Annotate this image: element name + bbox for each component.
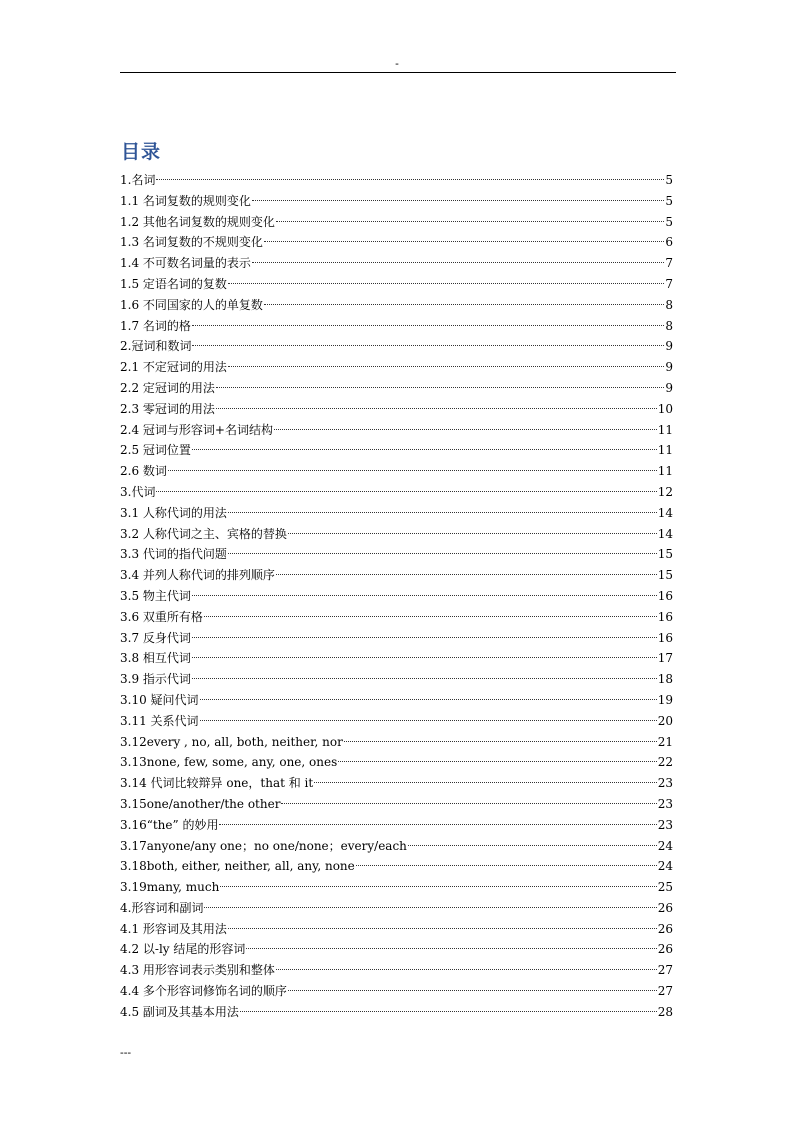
toc-entry-text[interactable]: 3.5 物主代词: [120, 588, 191, 603]
toc-entry-page-number[interactable]: 7: [665, 276, 673, 291]
toc-dot-leader: [356, 865, 657, 866]
toc-entry-text[interactable]: 4.4 多个形容词修饰名词的顺序: [120, 984, 287, 999]
toc-dot-leader: [168, 470, 657, 471]
toc-entry[interactable]: [120, 524, 673, 545]
toc-entry-text[interactable]: 2.2 定冠词的用法: [120, 380, 215, 395]
toc-entry[interactable]: [120, 316, 673, 337]
toc-dot-leader: [264, 241, 664, 242]
toc-dot-leader: [200, 720, 657, 721]
toc-dot-leader: [216, 387, 664, 388]
toc-entry[interactable]: [120, 690, 673, 711]
toc-entry-text[interactable]: 1.1 名词复数的规则变化: [120, 193, 251, 208]
toc-entry-page-number[interactable]: 14: [657, 526, 673, 541]
toc-entry[interactable]: [120, 815, 673, 836]
toc-entry-page-number[interactable]: 23: [657, 796, 673, 811]
toc-entry-text[interactable]: 3.19many, much: [120, 880, 220, 895]
toc-dot-leader: [192, 595, 657, 596]
toc-dot-leader: [216, 408, 657, 409]
toc-entry-text[interactable]: 3.7 反身代词: [120, 630, 191, 645]
toc-entry-page-number[interactable]: 6: [665, 235, 673, 250]
toc-entry-page-number[interactable]: 25: [657, 880, 673, 895]
toc-dot-leader: [344, 741, 657, 742]
toc-dot-leader: [204, 616, 657, 617]
toc-entry-page-number[interactable]: 16: [657, 630, 673, 645]
toc-entry-page-number[interactable]: 9: [665, 339, 673, 354]
toc-entry[interactable]: [120, 503, 673, 524]
toc-dot-leader: [264, 304, 664, 305]
toc-dot-leader: [338, 761, 656, 762]
toc-entry-text[interactable]: 3.15one/another/the other: [120, 796, 281, 811]
toc-entry-page-number[interactable]: 27: [657, 984, 673, 999]
toc-dot-leader: [240, 1011, 657, 1012]
toc-entry-page-number[interactable]: 8: [665, 318, 673, 333]
toc-entry-page-number[interactable]: 17: [657, 651, 673, 666]
toc-entry-page-number[interactable]: 15: [657, 547, 673, 562]
toc-entry-text[interactable]: 3.18both, either, neither, all, any, none: [120, 859, 355, 874]
toc-dot-leader: [156, 491, 656, 492]
toc-entry-page-number[interactable]: 24: [657, 859, 673, 874]
toc-entry[interactable]: [120, 773, 673, 794]
toc-entry[interactable]: [120, 544, 673, 565]
toc-entry-page-number[interactable]: 9: [665, 380, 673, 395]
toc-entry-page-number[interactable]: 9: [665, 360, 673, 375]
toc-entry-text[interactable]: 1.4 不可数名词量的表示: [120, 256, 251, 271]
toc-entry[interactable]: [120, 399, 673, 420]
toc-list: [120, 170, 673, 1023]
toc-dot-leader: [192, 637, 657, 638]
toc-entry[interactable]: [120, 232, 673, 253]
toc-dot-leader: [274, 429, 657, 430]
toc-dot-leader: [276, 969, 657, 970]
toc-entry-page-number[interactable]: 27: [657, 963, 673, 978]
toc-entry-text[interactable]: 1.7 名词的格: [120, 318, 191, 333]
toc-entry-text[interactable]: 2.4 冠词与形容词+名词结构: [120, 422, 273, 437]
toc-entry-text[interactable]: 3.17anyone/any one；no one/none；every/each: [120, 838, 407, 853]
toc-entry[interactable]: [120, 648, 673, 669]
toc-entry-page-number[interactable]: 5: [665, 173, 673, 187]
toc-dot-leader: [192, 449, 657, 450]
toc-dot-leader: [156, 179, 664, 180]
toc-entry-text[interactable]: 1.6 不同国家的人的单复数: [120, 297, 263, 312]
toc-entry[interactable]: [120, 357, 673, 378]
toc-entry-text[interactable]: 3.14 代词比较辩异 one，that 和 it: [120, 776, 314, 791]
toc-entry[interactable]: [120, 378, 673, 399]
toc-dot-leader: [228, 512, 657, 513]
toc-entry-page-number[interactable]: 23: [657, 776, 673, 791]
toc-entry[interactable]: [120, 628, 673, 649]
toc-dot-leader: [228, 928, 657, 929]
toc-entry-page-number[interactable]: 8: [665, 297, 673, 312]
toc-entry[interactable]: [120, 960, 673, 981]
toc-entry-text[interactable]: 4.形容词和副词: [120, 900, 204, 915]
toc-dot-leader: [228, 366, 664, 367]
toc-entry[interactable]: [120, 981, 673, 1002]
toc-entry-text[interactable]: 3.6 双重所有格: [120, 609, 203, 624]
toc-entry-text[interactable]: 2.3 零冠词的用法: [120, 401, 215, 416]
toc-dot-leader: [228, 283, 664, 284]
toc-entry[interactable]: [120, 420, 673, 441]
toc-dot-leader: [220, 886, 656, 887]
toc-dot-leader: [192, 678, 657, 679]
toc-entry-page-number[interactable]: 7: [665, 256, 673, 271]
toc-dot-leader: [192, 345, 664, 346]
toc-entry-text[interactable]: 3.12every , no, all, both, neither, nor: [120, 734, 343, 749]
toc-entry[interactable]: [120, 336, 673, 357]
toc-entry-text[interactable]: 4.5 副词及其基本用法: [120, 1004, 239, 1019]
toc-entry-page-number[interactable]: 20: [657, 713, 673, 728]
toc-title: 目录: [121, 141, 162, 163]
toc-entry-page-number[interactable]: 15: [657, 568, 673, 583]
toc-entry-page-number[interactable]: 16: [657, 588, 673, 603]
toc-dot-leader: [408, 845, 657, 846]
toc-dot-leader: [276, 574, 657, 575]
toc-entry[interactable]: [120, 440, 673, 461]
toc-entry-text[interactable]: 1.2 其他名词复数的规则变化: [120, 214, 275, 229]
toc-entry[interactable]: [120, 1002, 673, 1023]
toc-dot-leader: [246, 948, 656, 949]
toc-entry[interactable]: [120, 274, 673, 295]
toc-dot-leader: [200, 699, 657, 700]
toc-entry[interactable]: [120, 482, 673, 503]
toc-entry-text[interactable]: 3.3 代词的指代问题: [120, 547, 227, 562]
toc-entry-text[interactable]: 4.1 形容词及其用法: [120, 921, 227, 936]
toc-entry[interactable]: [120, 170, 673, 191]
toc-entry-text[interactable]: 3.16“the” 的妙用: [120, 817, 219, 832]
toc-entry[interactable]: [120, 877, 673, 898]
toc-entry[interactable]: [120, 856, 673, 877]
toc-entry-text[interactable]: 3.13none, few, some, any, one, ones: [120, 755, 338, 770]
toc-entry-page-number[interactable]: 24: [657, 838, 673, 853]
toc-entry-text[interactable]: 1.名词: [120, 173, 156, 187]
toc-dot-leader: [288, 990, 657, 991]
toc-entry-page-number[interactable]: 10: [657, 401, 673, 416]
toc-entry[interactable]: [120, 607, 673, 628]
toc-entry-page-number[interactable]: 16: [657, 609, 673, 624]
toc-entry-text[interactable]: 1.5 定语名词的复数: [120, 276, 227, 291]
toc-entry[interactable]: [120, 253, 673, 274]
toc-dot-leader: [314, 782, 656, 783]
page-footer-mark: ---: [120, 1046, 132, 1059]
toc-entry-text[interactable]: 1.3 名词复数的不规则变化: [120, 235, 263, 250]
toc-entry[interactable]: [120, 939, 673, 960]
toc-entry-page-number[interactable]: 5: [665, 193, 673, 208]
toc-entry-text[interactable]: 3.9 指示代词: [120, 672, 191, 687]
toc-entry[interactable]: [120, 732, 673, 753]
toc-entry-text[interactable]: 4.2 以-ly 结尾的形容词: [120, 942, 246, 957]
toc-entry-text[interactable]: 3.11 关系代词: [120, 713, 199, 728]
toc-entry-text[interactable]: 3.2 人称代词之主、宾格的替换: [120, 526, 287, 541]
toc-dot-leader: [192, 325, 664, 326]
toc-entry-text[interactable]: 3.4 并列人称代词的排列顺序: [120, 568, 275, 583]
toc-entry[interactable]: [120, 794, 673, 815]
toc-entry[interactable]: [120, 295, 673, 316]
toc-entry[interactable]: [120, 919, 673, 940]
toc-entry-page-number[interactable]: 19: [657, 692, 673, 707]
toc-entry-text[interactable]: 3.1 人称代词的用法: [120, 505, 227, 520]
toc-entry-text[interactable]: 4.3 用形容词表示类别和整体: [120, 963, 275, 978]
toc-dot-leader: [228, 553, 657, 554]
toc-entry[interactable]: [120, 752, 673, 773]
toc-entry-page-number[interactable]: 23: [657, 817, 673, 832]
toc-entry-page-number[interactable]: 26: [657, 900, 673, 915]
header-rule: [120, 72, 676, 73]
toc-entry-page-number[interactable]: 26: [657, 921, 673, 936]
toc-entry[interactable]: [120, 565, 673, 586]
toc-entry-text[interactable]: 3.代词: [120, 484, 156, 499]
toc-dot-leader: [288, 533, 657, 534]
toc-entry[interactable]: [120, 898, 673, 919]
toc-dot-leader: [252, 262, 664, 263]
toc-entry[interactable]: [120, 836, 673, 857]
toc-entry-text[interactable]: 2.冠词和数词: [120, 339, 192, 354]
toc-entry-page-number[interactable]: 11: [657, 464, 673, 479]
toc-entry[interactable]: [120, 212, 673, 233]
toc-entry-page-number[interactable]: 26: [657, 942, 673, 957]
toc-entry-text[interactable]: 2.1 不定冠词的用法: [120, 360, 227, 375]
toc-entry-page-number[interactable]: 18: [657, 672, 673, 687]
toc-dot-leader: [252, 200, 664, 201]
toc-entry-text[interactable]: 3.10 疑问代词: [120, 692, 199, 707]
toc-entry-page-number[interactable]: 21: [657, 734, 673, 749]
toc-entry-page-number[interactable]: 28: [657, 1004, 673, 1019]
toc-entry-page-number[interactable]: 11: [657, 422, 673, 437]
toc-entry[interactable]: [120, 669, 673, 690]
toc-entry-page-number[interactable]: 11: [657, 443, 673, 458]
toc-entry[interactable]: [120, 461, 673, 482]
toc-entry-page-number[interactable]: 12: [657, 484, 673, 499]
toc-dot-leader: [276, 221, 664, 222]
toc-entry[interactable]: [120, 191, 673, 212]
toc-dot-leader: [192, 657, 657, 658]
page-header-mark: -: [395, 57, 399, 70]
toc-dot-leader: [219, 824, 656, 825]
toc-entry[interactable]: [120, 711, 673, 732]
toc-entry-text[interactable]: 2.5 冠词位置: [120, 443, 191, 458]
toc-entry-text[interactable]: 2.6 数词: [120, 464, 167, 479]
toc-dot-leader: [281, 803, 656, 804]
toc-entry[interactable]: [120, 586, 673, 607]
toc-dot-leader: [204, 907, 656, 908]
toc-entry-page-number[interactable]: 5: [665, 214, 673, 229]
toc-entry-text[interactable]: 3.8 相互代词: [120, 651, 191, 666]
toc-entry-page-number[interactable]: 22: [657, 755, 673, 770]
toc-entry-page-number[interactable]: 14: [657, 505, 673, 520]
